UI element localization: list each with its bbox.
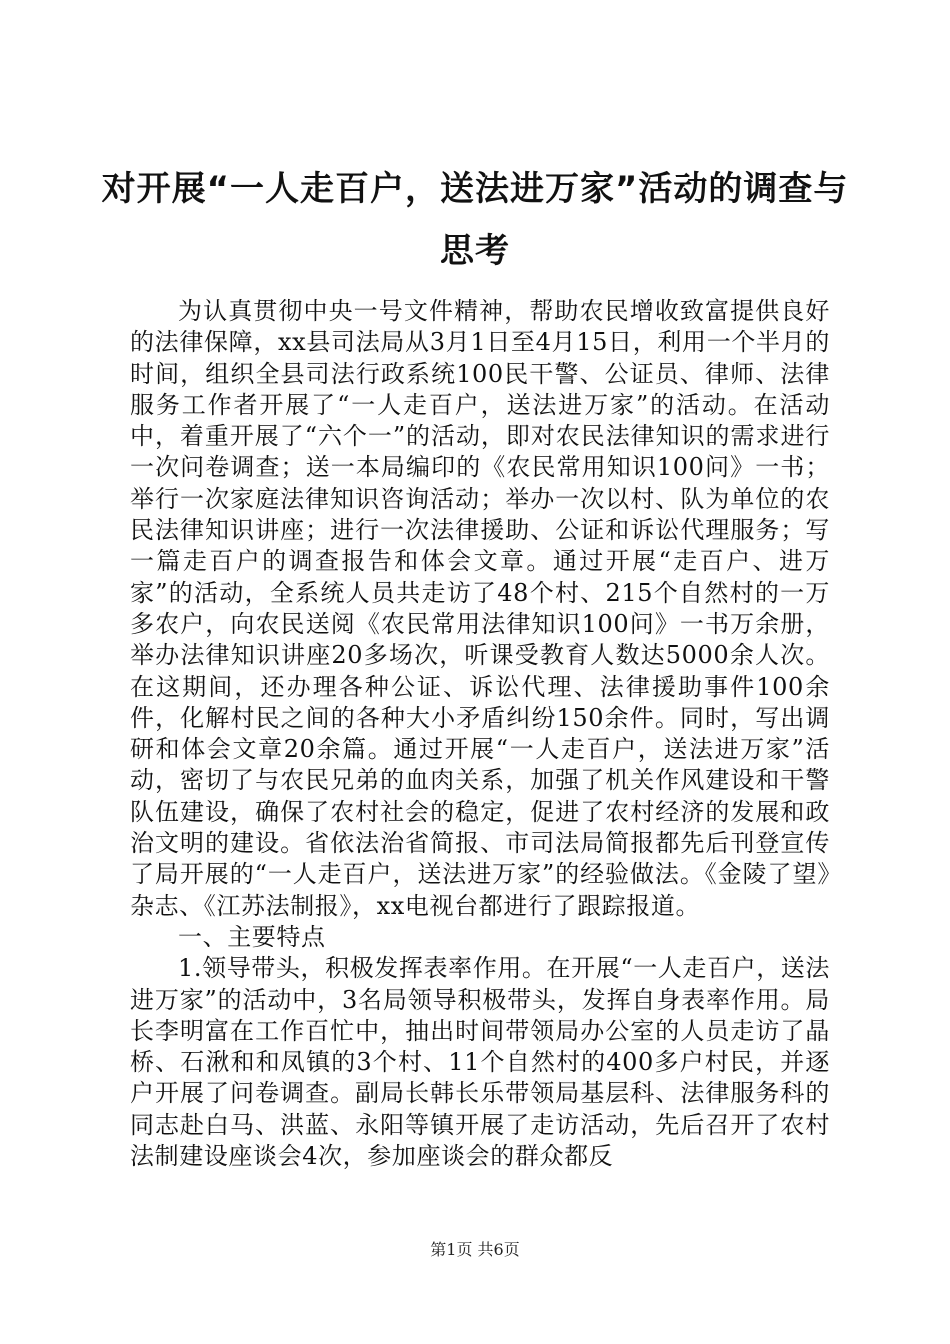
point-1-paragraph: 1.领导带头，积极发挥表率作用。在开展“一人走百户，送法进万家”的活动中，3名局领导积极带头，发挥自身表率作用。局长李明富在工作百忙中，抽出时间带领局办公室的人员走访了晶桥、石湫和和凤镇的3个村、11个自然村的400多户村民，并逐户开展了问卷调查。副局长韩长乐带领局基层科、法律服务科的同志赴白马、洪蓝、永阳等镇开展了走访活动，先后召开了农村法制建设座谈会4次，参加座谈会的群众都反 [130, 954, 830, 1171]
document-title: 对开展“一人走百户，送法进万家”活动的调查与思考 [101, 169, 849, 271]
document-body [130, 296, 830, 1172]
page-footer: 第1页 共6页 [430, 1240, 520, 1259]
intro-paragraph: 为认真贯彻中央一号文件精神，帮助农民增收致富提供良好的法律保障，xx县司法局从3月1日至4月15日，利用一个半月的时间，组织全县司法行政系统100民干警、公证员、律师、法律服务工作者开展了“一人走百户，送法进万家”的活动。在活动中，着重开展了“六个一”的活动，即对农民法律知识的需求进行一次问卷调查；送一本局编印的《农民常用知识100问》一书；举行一次家庭法律知识咨询活动；举办一次以村、队为单位的农民法律知识讲座；进行一次法律援助、公证和诉讼代理服务；写一篇走百户的调查报告和体会文章。通过开展“走百户、进万家”的活动，全系统人员共走访了48个村、215个自然村的一万多农户，向农民送阅《农民常用法律知识100问》一书万余册，举办法律知识讲座20多场次，听课受教育人数达5000余人次。在这期间，还办理各种公证、诉讼代理、法律援助事件100余件，化解村民之间的各种大小矛盾纠纷150余件。同时，写出调研和体会文章20余篇。通过开展“一人走百户，送法进万家”活动，密切了与农民兄弟的血肉关系，加强了机关作风建设和干警队伍建设，确保了农村社会的稳定，促进了农村经济的发展和政治文明的建设。省依法治省简报、市司法局简报都先后刊登宣传了局开展的“一人走百户，送法进万家”的经验做法。《金陵了望》杂志、《江苏法制报》，xx电视台都进行了跟踪报道。 [130, 297, 830, 920]
section-heading: 一、主要特点 [178, 922, 326, 951]
